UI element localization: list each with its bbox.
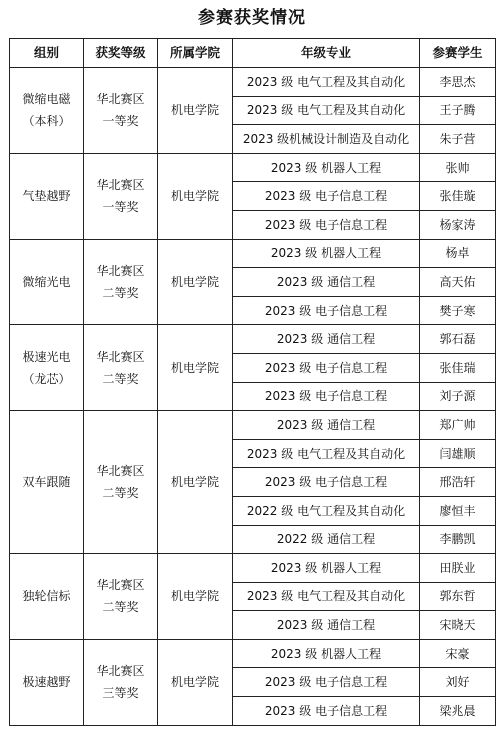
award-level-cell [84, 153, 158, 239]
student-cell: 邢浩轩 [420, 468, 496, 497]
grade-major-cell: 2023 级 通信工程 [233, 611, 420, 640]
student-cell: 杨家涛 [420, 210, 496, 239]
grade-major-cell: 2023 级 电子信息工程 [233, 382, 420, 411]
awards-table [9, 38, 496, 726]
grade-major-cell: 2023 级 机器人工程 [233, 639, 420, 668]
student-cell: 高天佑 [420, 268, 496, 297]
student-cell: 朱子营 [420, 125, 496, 154]
group-name-line: 双车跟随 [22, 475, 71, 490]
award-level-line: 华北赛区 [96, 578, 145, 593]
grade-major-cell: 2023 级 电气工程及其自动化 [233, 439, 420, 468]
grade-major-cell: 2023 级 电气工程及其自动化 [233, 96, 420, 125]
student-cell: 闫雄顺 [420, 439, 496, 468]
grade-major-cell: 2023 级 机器人工程 [233, 554, 420, 583]
college-cell: 机电学院 [158, 153, 233, 239]
student-cell: 廖恒丰 [420, 496, 496, 525]
table-row [10, 554, 496, 583]
header-college: 所属学院 [158, 39, 233, 68]
group-name-line: 微缩电磁 [22, 92, 71, 107]
grade-major-cell: 2023 级 通信工程 [233, 411, 420, 440]
student-cell: 郭东哲 [420, 582, 496, 611]
awards-body [10, 68, 496, 726]
group-cell [10, 239, 84, 325]
grade-major-cell: 2023 级 电气工程及其自动化 [233, 582, 420, 611]
grade-major-cell: 2023 级机械设计制造及自动化 [233, 125, 420, 154]
grade-major-cell: 2023 级 电子信息工程 [233, 353, 420, 382]
student-cell: 郭石磊 [420, 325, 496, 354]
group-cell [10, 554, 84, 640]
grade-major-cell: 2023 级 电子信息工程 [233, 296, 420, 325]
award-level-cell [84, 639, 158, 725]
award-level-cell [84, 411, 158, 554]
award-level-line: 一等奖 [102, 114, 139, 129]
header-award-level: 获奖等级 [84, 39, 158, 68]
student-cell: 刘好 [420, 668, 496, 697]
group-name-line: 气垫越野 [22, 189, 71, 204]
group-name-line: 独轮信标 [22, 589, 71, 604]
student-cell: 宋晓天 [420, 611, 496, 640]
group-cell [10, 639, 84, 725]
award-level-line: 二等奖 [102, 371, 139, 386]
college-cell: 机电学院 [158, 239, 233, 325]
table-row [10, 68, 496, 97]
award-level-line: 二等奖 [102, 600, 139, 615]
group-name-line: 微缩光电 [22, 274, 71, 289]
group-cell [10, 411, 84, 554]
grade-major-cell: 2023 级 电子信息工程 [233, 210, 420, 239]
grade-major-cell: 2023 级 电子信息工程 [233, 697, 420, 726]
grade-major-cell: 2023 级 机器人工程 [233, 153, 420, 182]
college-cell: 机电学院 [158, 68, 233, 154]
student-cell: 张帅 [420, 153, 496, 182]
grade-major-cell: 2023 级 电子信息工程 [233, 668, 420, 697]
page-title: 参赛获奖情况 [198, 8, 306, 28]
student-cell: 张佳璇 [420, 182, 496, 211]
award-level-line: 一等奖 [102, 200, 139, 215]
student-cell: 李鹏凯 [420, 525, 496, 554]
group-cell [10, 68, 84, 154]
award-level-cell [84, 68, 158, 154]
college-cell: 机电学院 [158, 554, 233, 640]
grade-major-cell: 2023 级 电子信息工程 [233, 468, 420, 497]
table-row [10, 411, 496, 440]
student-cell: 王子腾 [420, 96, 496, 125]
award-level-line: 华北赛区 [96, 464, 145, 479]
group-cell [10, 325, 84, 411]
student-cell: 宋豪 [420, 639, 496, 668]
student-cell: 张佳瑞 [420, 353, 496, 382]
student-cell: 梁兆晨 [420, 697, 496, 726]
group-name-line: 极速越野 [22, 675, 71, 690]
award-level-cell [84, 239, 158, 325]
award-level-line: 华北赛区 [96, 349, 145, 364]
grade-major-cell: 2023 级 电子信息工程 [233, 182, 420, 211]
grade-major-cell: 2023 级 电气工程及其自动化 [233, 68, 420, 97]
award-level-line: 华北赛区 [96, 92, 145, 107]
award-level-line: 华北赛区 [96, 664, 145, 679]
header-grade-major: 年级专业 [233, 39, 420, 68]
student-cell: 杨卓 [420, 239, 496, 268]
grade-major-cell: 2022 级 通信工程 [233, 525, 420, 554]
award-level-line: 华北赛区 [96, 263, 145, 278]
group-name-line: （龙芯） [22, 371, 71, 386]
table-row [10, 239, 496, 268]
header-student: 参赛学生 [420, 39, 496, 68]
student-cell: 李思杰 [420, 68, 496, 97]
award-level-line: 二等奖 [102, 486, 139, 501]
grade-major-cell: 2023 级 通信工程 [233, 268, 420, 297]
header-row [10, 39, 496, 68]
college-cell: 机电学院 [158, 639, 233, 725]
award-level-line: 华北赛区 [96, 178, 145, 193]
student-cell: 樊子寒 [420, 296, 496, 325]
grade-major-cell: 2023 级 通信工程 [233, 325, 420, 354]
group-name-line: （本科） [22, 114, 71, 129]
student-cell: 田朕业 [420, 554, 496, 583]
grade-major-cell: 2023 级 机器人工程 [233, 239, 420, 268]
grade-major-cell: 2022 级 电气工程及其自动化 [233, 496, 420, 525]
student-cell: 刘子源 [420, 382, 496, 411]
table-row [10, 325, 496, 354]
college-cell: 机电学院 [158, 411, 233, 554]
student-cell: 郑广帅 [420, 411, 496, 440]
header-group: 组别 [10, 39, 84, 68]
table-row [10, 153, 496, 182]
group-name-line: 极速光电 [22, 349, 71, 364]
award-level-cell [84, 554, 158, 640]
award-level-line: 三等奖 [102, 686, 139, 701]
award-level-cell [84, 325, 158, 411]
award-level-line: 二等奖 [102, 285, 139, 300]
table-row [10, 639, 496, 668]
group-cell [10, 153, 84, 239]
college-cell: 机电学院 [158, 325, 233, 411]
